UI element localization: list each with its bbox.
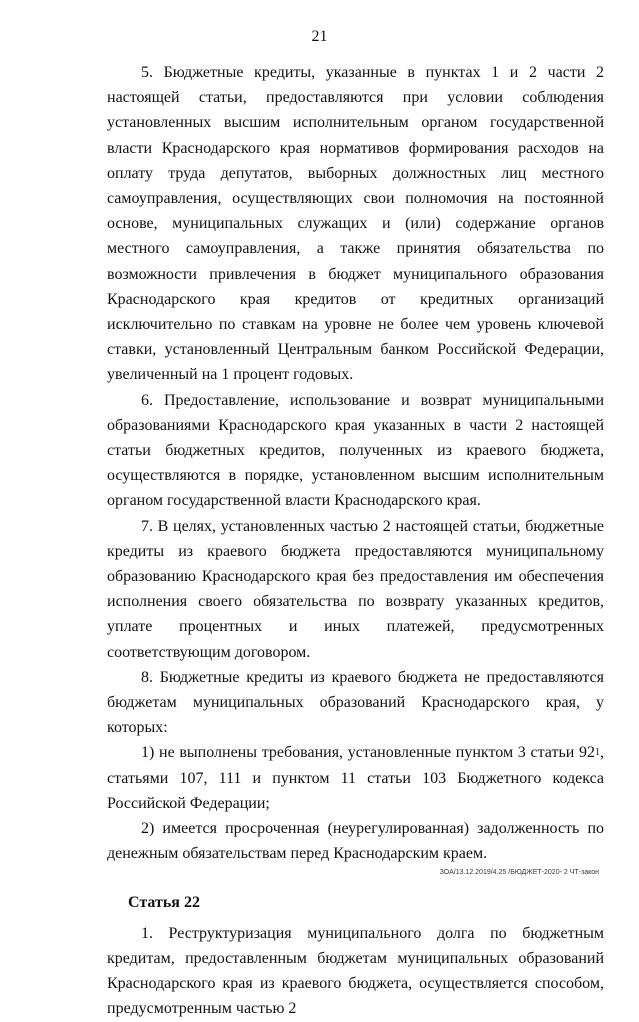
paragraph-6: 6. Предоставление, использование и возврат муниципальными образованиями Краснодарского края указанных в части 2 настоящей статьи бюджетных кредитов, полученных из краевого бюджета, осуществляются в порядке, установленном высшим исполнительным органом государственной власти Краснодарского края.: [107, 391, 604, 510]
list-item-1: [107, 740, 604, 816]
superscript: 1: [595, 747, 600, 759]
list-item-1-text-cont: , статьями 107, 111 и пунктом 11 статьи 103 Бюджетного кодекса Российской Федерации;: [107, 744, 604, 812]
article-heading: Статья 22: [128, 893, 200, 911]
paragraph-8: 8. Бюджетные кредиты из краевого бюджета не предоставляются бюджетам муниципальных образований Краснодарского края, у которых:: [107, 668, 604, 737]
footer-document-code: ЗОА/13.12.2019/4.25 /БЮДЖЕТ-2020- 2 ЧТ-закон: [439, 869, 599, 876]
list-item-1-text: 1) не выполнены требования, установленные пунктом 3 статьи 92: [141, 744, 595, 762]
document-body: [107, 60, 604, 1022]
article-22-paragraph-1: 1. Реструктуризация муниципального долга по бюджетным кредитам, предоставленным бюджетам муниципальных образований Краснодарского края из краевого бюджета, осуществляется способом, предусмотренным частью 2: [107, 924, 604, 1018]
paragraph-7: 7. В целях, установленных частью 2 настоящей статьи, бюджетные кредиты из краевого бюджета предоставляются муниципальному образованию Краснодарского края без предоставления им обеспечения исполнения своего обязательства по возврату указанных кредитов, уплате процентных и иных платежей, предусмотренных соответствующим договором.: [107, 517, 604, 661]
page-number: 21: [311, 28, 328, 45]
list-item-2: 2) имеется просроченная (неурегулированная) задолженность по денежным обязательствам перед Краснодарским краем.: [107, 820, 604, 863]
paragraph-5: 5. Бюджетные кредиты, указанные в пунктах 1 и 2 части 2 настоящей статьи, предоставляются при условии соблюдения установленных высшим исполнительным органом государственной власти Краснодарского края нормативов формирования расходов на оплату труда депутатов, выборных должностных лиц местного самоуправления, осуществляющих свои полномочия на постоянной основе, муниципальных служащих и (или) содержание органов местного самоуправления, а также принятия обязательства по возможности привлечения в бюджет муниципального образования Краснодарского края кредитов от кредитных организаций исключительно по ставкам на уровне не более чем уровень ключевой ставки, установленный Центральным банком Российской Федерации, увеличенный на 1 процент годовых.: [107, 64, 604, 384]
